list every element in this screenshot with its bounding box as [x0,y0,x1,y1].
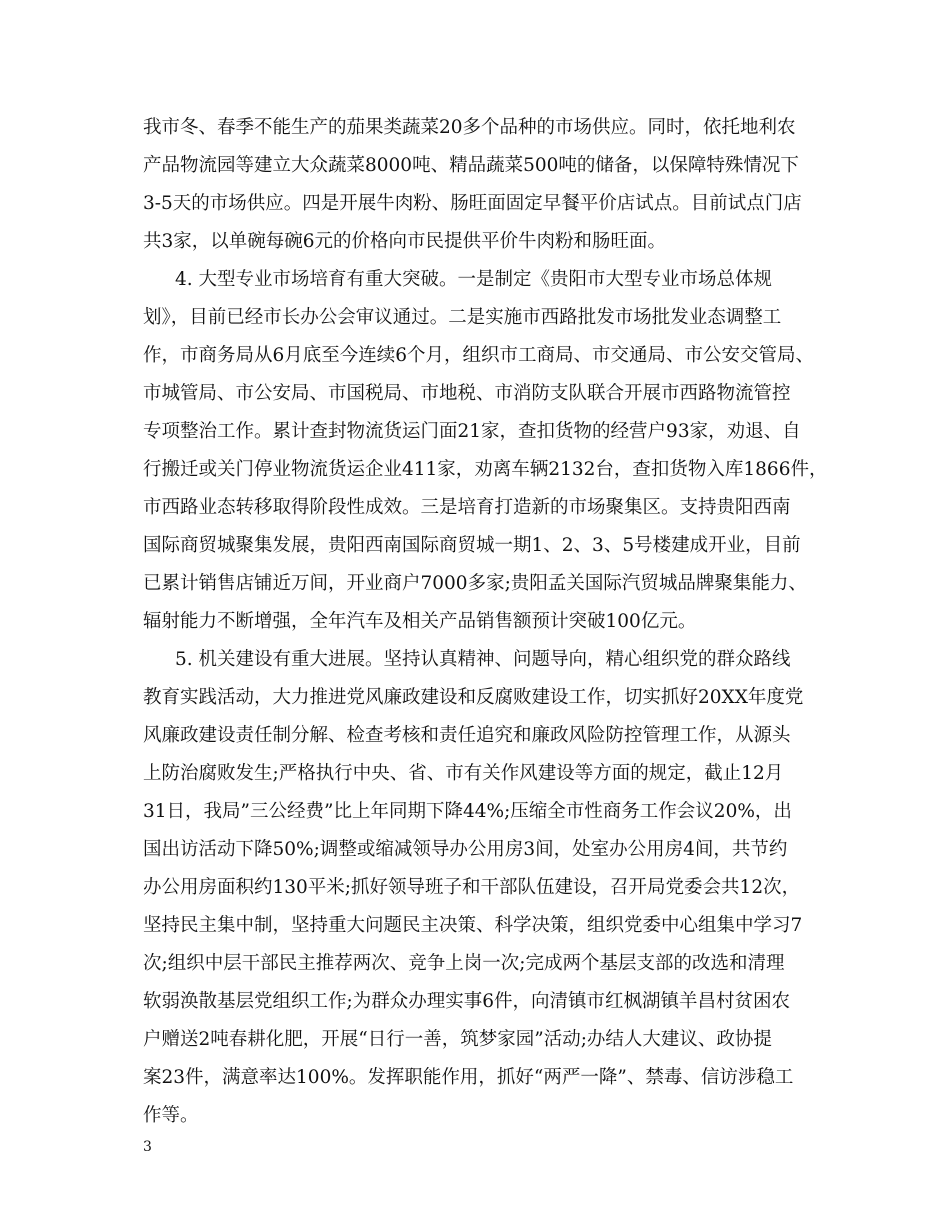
text-line: 行搬迁或关门停业物流货运企业411家，劝离车辆2132台，查扣货物入库1866件， [143,459,828,480]
text-line: 软弱涣散基层党组织工作;为群众办理实事6件，向清镇市红枫湖镇羊昌村贫困农 [143,991,791,1012]
text-line: 办公用房面积约130平米;抓好领导班子和干部队伍建设，召开局党委会共12次， [143,877,801,898]
text-line: 国出访活动下降50%;调整或缩减领导办公用房3间，处室办公用房4间，共节约 [143,839,788,860]
text-line: 坚持民主集中制，坚持重大问题民主决策、科学决策，组织党委中心组集中学习7 [143,915,803,936]
text-line: 我市冬、春季不能生产的茄果类蔬菜20多个品种的市场供应。同时，依托地利农 [143,117,796,138]
text-line: 31日，我局”三公经费”比上年同期下降44%;压缩全市性商务工作会议20%，出 [143,801,792,822]
paragraph-5-first-line: 5. 机关建设有重大进展。坚持认真精神、问题导向，精心组织党的群众路线 [175,649,791,670]
text-line: 案23件，满意率达100%。发挥职能作用，抓好“两严一降”、禁毒、信访涉稳工 [143,1067,794,1088]
text-line: 共3家，以单碗每碗6元的价格向市民提供平价牛肉粉和肠旺面。 [143,231,667,252]
text-line: 风廉政建设责任制分解、检查考核和责任追究和廉政风险防控管理工作，从源头 [143,725,791,746]
text-line: 专项整治工作。累计查封物流货运门面21家，查扣货物的经营户93家，劝退、自 [143,421,801,442]
text-line: 作，市商务局从6月底至今连续6个月，组织市工商局、市交通局、市公安交管局、 [143,345,815,366]
text-line: 市城管局、市公安局、市国税局、市地税、市消防支队联合开展市西路物流管控 [143,383,791,404]
text-line: 作等。 [143,1105,199,1126]
text-line: 次;组织中层干部民主推荐两次、竞争上岗一次;完成两个基层支部的改选和清理 [143,953,785,974]
text-line: 产品物流园等建立大众蔬菜8000吨、精品蔬菜500吨的储备，以保障特殊情况下 [143,155,799,176]
text-line: 教育实践活动，大力推进党风廉政建设和反腐败建设工作，切实抓好20XX年度党 [143,687,804,708]
page-number: 3 [143,1139,152,1155]
text-line: 辐射能力不断增强，全年汽车及相关产品销售额预计突破100亿元。 [143,611,697,632]
text-line: 3-5天的市场供应。四是开展牛肉粉、肠旺面固定早餐平价店试点。目前试点门店 [143,193,802,214]
text-line: 已累计销售店铺近万间，开业商户7000多家;贵阳孟关国际汽贸城品牌聚集能力、 [143,573,807,594]
paragraph-4-first-line: 4. 大型专业市场培育有重大突破。一是制定《贵阳市大型专业市场总体规 [175,269,773,290]
text-line: 划》，目前已经市长办公会审议通过。二是实施市西路批发市场批发业态调整工 [143,307,782,328]
text-line: 国际商贸城聚集发展，贵阳西南国际商贸城一期1、2、3、5号楼建成开业，目前 [143,535,801,556]
text-line: 上防治腐败发生;严格执行中央、省、市有关作风建设等方面的规定，截止12月 [143,763,784,784]
text-line: 市西路业态转移取得阶段性成效。三是培育打造新的市场聚集区。支持贵阳西南 [143,497,791,518]
text-line: 户赠送2吨春耕化肥，开展“日行一善，筑梦家园”活动;办结人大建议、政协提 [143,1029,772,1050]
